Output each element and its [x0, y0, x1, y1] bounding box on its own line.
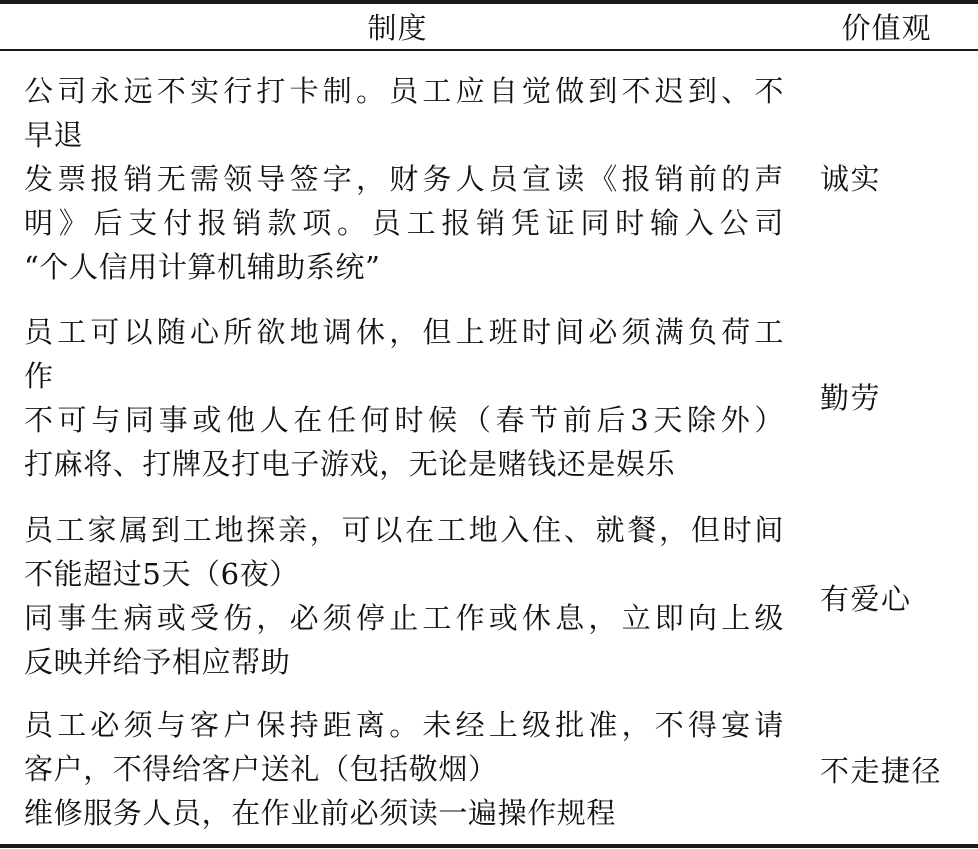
policy-line: 客户，不得给客户送礼（包括敬烟）	[24, 752, 498, 786]
policy-line: 公司永远不实行打卡制。员工应自觉做到不迟到、不	[24, 74, 784, 108]
policy-cell	[24, 310, 784, 486]
policy-line: 早退	[24, 118, 84, 152]
policy-line: 维修服务人员，在作业前必须读一遍操作规程	[24, 796, 617, 830]
policy-cell	[24, 69, 784, 289]
policy-cell	[24, 508, 784, 684]
policy-cell	[24, 703, 784, 835]
policy-line: 打麻将、打牌及打电子游戏，无论是赌钱还是娱乐	[24, 447, 676, 481]
policy-line: 员工可以随心所欲地调休，但上班时间必须满负荷工	[24, 315, 784, 349]
policy-line: 作	[24, 359, 54, 393]
table-header-rule	[0, 49, 978, 51]
value-cell: 诚实	[820, 162, 882, 196]
policy-line: 不可与同事或他人在任何时候（春节前后3天除外）	[24, 403, 784, 437]
policy-line: 不能超过5天（6夜）	[24, 557, 299, 591]
table-bottom-rule	[0, 844, 978, 848]
value-cell: 不走捷径	[820, 754, 943, 788]
policy-line: “个人信用计算机辅助系统”	[24, 250, 381, 284]
policy-line: 反映并给予相应帮助	[24, 645, 291, 679]
value-cell: 勤劳	[820, 381, 882, 415]
header-policy: 制度	[367, 11, 428, 45]
policy-line: 发票报销无需领导签字，财务人员宣读《报销前的声	[24, 162, 784, 196]
policy-line: 员工家属到工地探亲，可以在工地入住、就餐，但时间	[24, 513, 784, 547]
policy-line: 员工必须与客户保持距离。未经上级批准，不得宴请	[24, 708, 784, 742]
policy-line: 明》后支付报销款项。员工报销凭证同时输入公司	[24, 206, 784, 240]
value-cell: 有爱心	[820, 582, 912, 616]
header-value: 价值观	[841, 11, 932, 45]
policy-line: 同事生病或受伤，必须停止工作或休息，立即向上级	[24, 601, 784, 635]
